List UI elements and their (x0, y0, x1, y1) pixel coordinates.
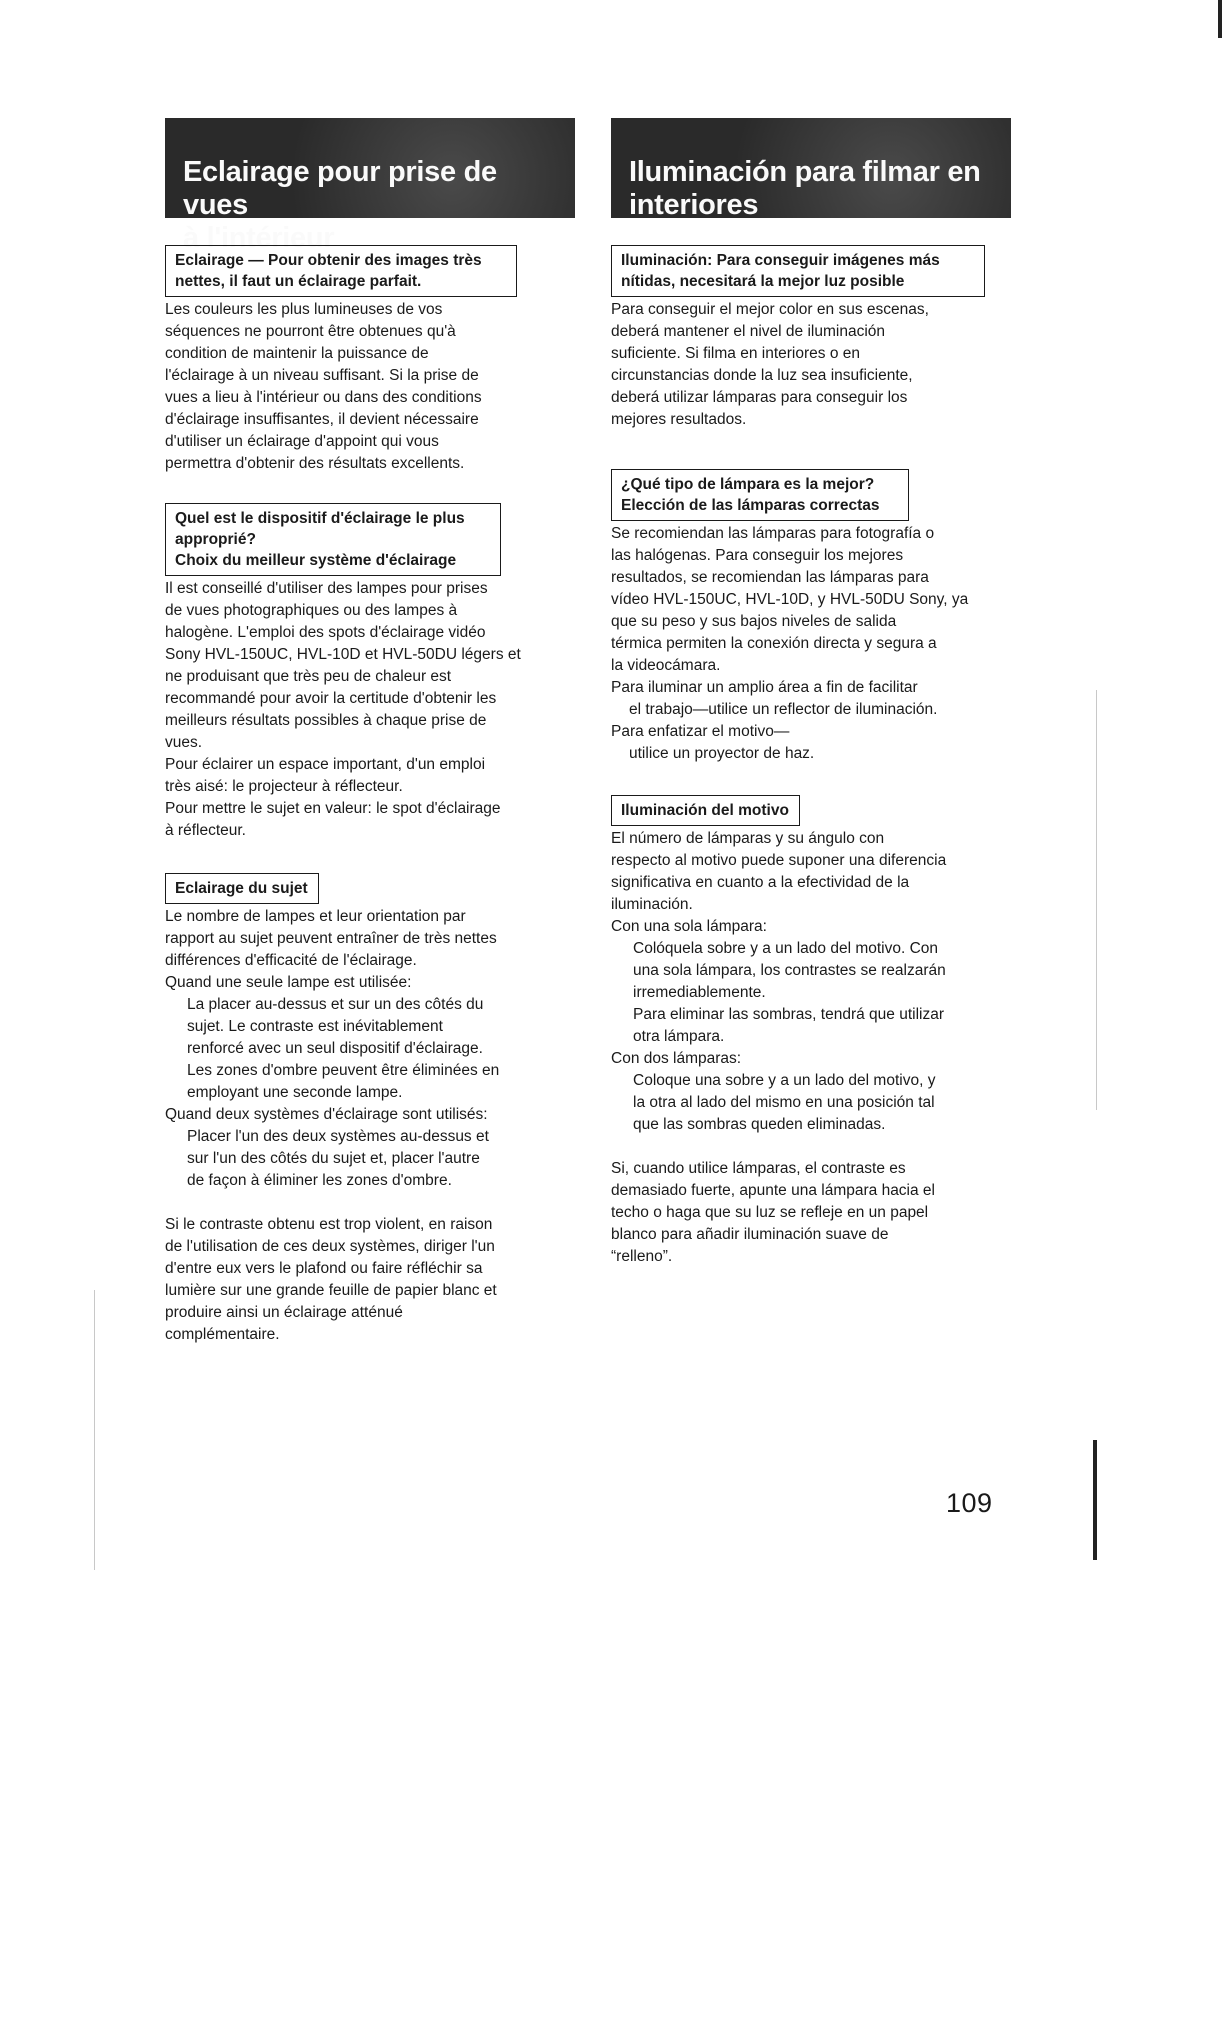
text-line: Les couleurs les plus lumineuses de vos (165, 301, 443, 318)
es-paragraph-1 (611, 299, 1011, 431)
es-heading-iluminacion (611, 245, 985, 297)
text-line: la otra al lado del mismo en una posición tal (633, 1094, 935, 1111)
text-line: recommandé pour avoir la certitude d'obtenir les (165, 690, 497, 707)
text-line: meilleurs résultats possibles à chaque prise de (165, 712, 487, 729)
text-line: Para enfatizar el motivo— (611, 723, 790, 740)
page-number: 109 (946, 1488, 993, 1518)
es-section-motivo (611, 795, 1011, 1268)
text-line: Sony HVL-150UC, HVL-10D et HVL-50DU légers et (165, 646, 521, 663)
text-line: halogène. L'emploi des spots d'éclairage vidéo (165, 624, 486, 641)
es-paragraph-2 (611, 523, 1011, 765)
text-line: circunstancias donde la luz sea insuficiente, (611, 367, 913, 384)
text-line: Le nombre de lampes et leur orientation par (165, 908, 466, 925)
text-line: La placer au-dessus et sur un des côtés du (187, 996, 484, 1013)
text-line: resultados, se recomiendan las lámparas para (611, 569, 929, 586)
text-line: una sola lámpara, los contrastes se realzarán (633, 962, 946, 979)
heading-line: Eclairage — Pour obtenir des images très (175, 252, 482, 269)
text-line: l'éclairage à un niveau suffisant. Si la prise de (165, 367, 479, 384)
text-line: suficiente. Si filma en interiores o en (611, 345, 860, 362)
text-line: Coloque una sobre y a un lado del motivo, y (633, 1072, 936, 1089)
text-line: blanco para añadir iluminación suave de (611, 1226, 889, 1243)
fr-section-sujet (165, 873, 575, 1346)
spanish-title-banner (611, 118, 1011, 221)
fr-paragraph-2 (165, 578, 575, 842)
text-line: employant une seconde lampe. (187, 1084, 403, 1101)
text-line: “relleno”. (611, 1248, 673, 1265)
text-line: Se recomiendan las lámparas para fotografía o (611, 525, 935, 542)
text-line: Quand deux systèmes d'éclairage sont utilisés: (165, 1106, 488, 1123)
text-line: lumière sur une grande feuille de papier blanc et (165, 1282, 497, 1299)
text-line: vídeo HVL-150UC, HVL-10D, y HVL-50DU Sony, ya (611, 591, 969, 608)
text-line: Con dos lámparas: (611, 1050, 742, 1067)
scan-edge-bar (1093, 1440, 1097, 1560)
heading-line: Iluminación del motivo (621, 802, 789, 819)
fr-section-eclairage (165, 245, 575, 475)
text-line: iluminación. (611, 896, 693, 913)
text-line: que su peso y sus bajos niveles de salida (611, 613, 897, 630)
text-line: utilice un proyector de haz. (629, 745, 815, 762)
es-heading-lampara (611, 469, 909, 521)
es-heading-motivo (611, 795, 800, 826)
heading-line: nettes, il faut un éclairage parfait. (175, 273, 422, 290)
text-line: rapport au sujet peuvent entraîner de très nettes (165, 930, 497, 947)
text-line: deberá mantener el nivel de iluminación (611, 323, 885, 340)
french-title-line-1: Eclairage pour prise de vues (183, 156, 497, 221)
text-line: à réflecteur. (165, 822, 246, 839)
text-line: demasiado fuerte, apunte una lámpara hacia el (611, 1182, 935, 1199)
text-line: Les zones d'ombre peuvent être éliminées en (187, 1062, 500, 1079)
text-line: condition de maintenir la puissance de (165, 345, 429, 362)
text-line: d'éclairage insuffisantes, il devient nécessaire (165, 411, 479, 428)
spanish-title-line-2: interiores (629, 189, 759, 221)
heading-line: Eclairage du sujet (175, 880, 308, 897)
french-column (165, 118, 575, 1346)
french-title-line-2: à l'intérieur (183, 222, 335, 254)
heading-line: nítidas, necesitará la mejor luz posible (621, 273, 905, 290)
text-line: permettra d'obtenir des résultats excellents. (165, 455, 465, 472)
text-line: las halógenas. Para conseguir los mejores (611, 547, 904, 564)
text-line: mejores resultados. (611, 411, 747, 428)
text-line: vues. (165, 734, 203, 751)
text-line: El número de lámparas y su ángulo con (611, 830, 885, 847)
text-line: produire ainsi un éclairage atténué (165, 1304, 403, 1321)
text-line: sur l'un des côtés du sujet et, placer l'autre (187, 1150, 480, 1167)
text-line: vues a lieu à l'intérieur ou dans des conditions (165, 389, 482, 406)
text-line: térmica permiten la conexión directa y segura a (611, 635, 937, 652)
scan-corner-mark (1218, 0, 1222, 38)
text-line: Pour mettre le sujet en valeur: le spot d'éclairage (165, 800, 501, 817)
text-line: significativa en cuanto a la efectividad de la (611, 874, 910, 891)
text-line: Con una sola lámpara: (611, 918, 767, 935)
heading-line: ¿Qué tipo de lámpara es la mejor? (621, 476, 875, 493)
text-line: très aisé: le projecteur à réflecteur. (165, 778, 403, 795)
text-line: sujet. Le contraste est inévitablement (187, 1018, 443, 1035)
fr-heading-sujet (165, 873, 319, 904)
text-line: de vues photographiques ou des lampes à (165, 602, 458, 619)
text-line: Si, cuando utilice lámparas, el contraste es (611, 1160, 906, 1177)
text-line: respecto al motivo puede suponer una diferencia (611, 852, 947, 869)
fr-heading-dispositif (165, 503, 501, 576)
text-line: Si le contraste obtenu est trop violent, en raison (165, 1216, 493, 1233)
text-line: Para eliminar las sombras, tendrá que utilizar (633, 1006, 944, 1023)
scan-edge-left (94, 1290, 95, 1570)
text-line: de l'utilisation de ces deux systèmes, diriger l'un (165, 1238, 495, 1255)
text-line: Para conseguir el mejor color en sus escenas, (611, 301, 929, 318)
text-line: complémentaire. (165, 1326, 280, 1343)
fr-heading-eclairage (165, 245, 517, 297)
text-line: Para iluminar un amplio área a fin de facilitar (611, 679, 918, 696)
text-line: la videocámara. (611, 657, 721, 674)
es-section-iluminacion (611, 245, 1011, 431)
text-line: renforcé avec un seul dispositif d'éclairage. (187, 1040, 483, 1057)
scan-edge-right (1096, 690, 1097, 1110)
text-line: séquences ne pourront être obtenues qu'à (165, 323, 456, 340)
text-line: irremediablemente. (633, 984, 766, 1001)
heading-line: Iluminación: Para conseguir imágenes más (621, 252, 940, 269)
text-line: d'entre eux vers le plafond ou faire réfléchir sa (165, 1260, 483, 1277)
french-title-banner (165, 118, 575, 254)
text-line: Quand une seule lampe est utilisée: (165, 974, 412, 991)
text-line: différences d'efficacité de l'éclairage. (165, 952, 417, 969)
text-line: techo o haga que su luz se refleje en un papel (611, 1204, 929, 1221)
heading-line: Choix du meilleur système d'éclairage (175, 552, 457, 569)
text-line: Placer l'un des deux systèmes au-dessus et (187, 1128, 489, 1145)
fr-section-dispositif (165, 503, 575, 842)
text-line: otra lámpara. (633, 1028, 725, 1045)
heading-line: Quel est le dispositif d'éclairage le plus (175, 510, 465, 527)
fr-paragraph-3 (165, 906, 575, 1346)
text-line: de façon à éliminer les zones d'ombre. (187, 1172, 452, 1189)
fr-paragraph-1 (165, 299, 575, 475)
text-line: Il est conseillé d'utiliser des lampes pour prises (165, 580, 488, 597)
es-paragraph-3 (611, 828, 1011, 1268)
text-line: deberá utilizar lámparas para conseguir los (611, 389, 908, 406)
text-line: el trabajo—utilice un reflector de iluminación. (629, 701, 938, 718)
spanish-column (611, 118, 1011, 1268)
heading-line: approprié? (175, 531, 256, 548)
text-line: que las sombras queden eliminadas. (633, 1116, 886, 1133)
spanish-title-line-1: Iluminación para filmar en (629, 156, 981, 188)
text-line: Colóquela sobre y a un lado del motivo. Con (633, 940, 939, 957)
text-line: d'utiliser un éclairage d'appoint qui vous (165, 433, 439, 450)
text-line: ne produisant que très peu de chaleur est (165, 668, 452, 685)
text-line: Pour éclairer un espace important, d'un emploi (165, 756, 486, 773)
heading-line: Elección de las lámparas correctas (621, 497, 880, 514)
es-section-lampara (611, 469, 1011, 765)
